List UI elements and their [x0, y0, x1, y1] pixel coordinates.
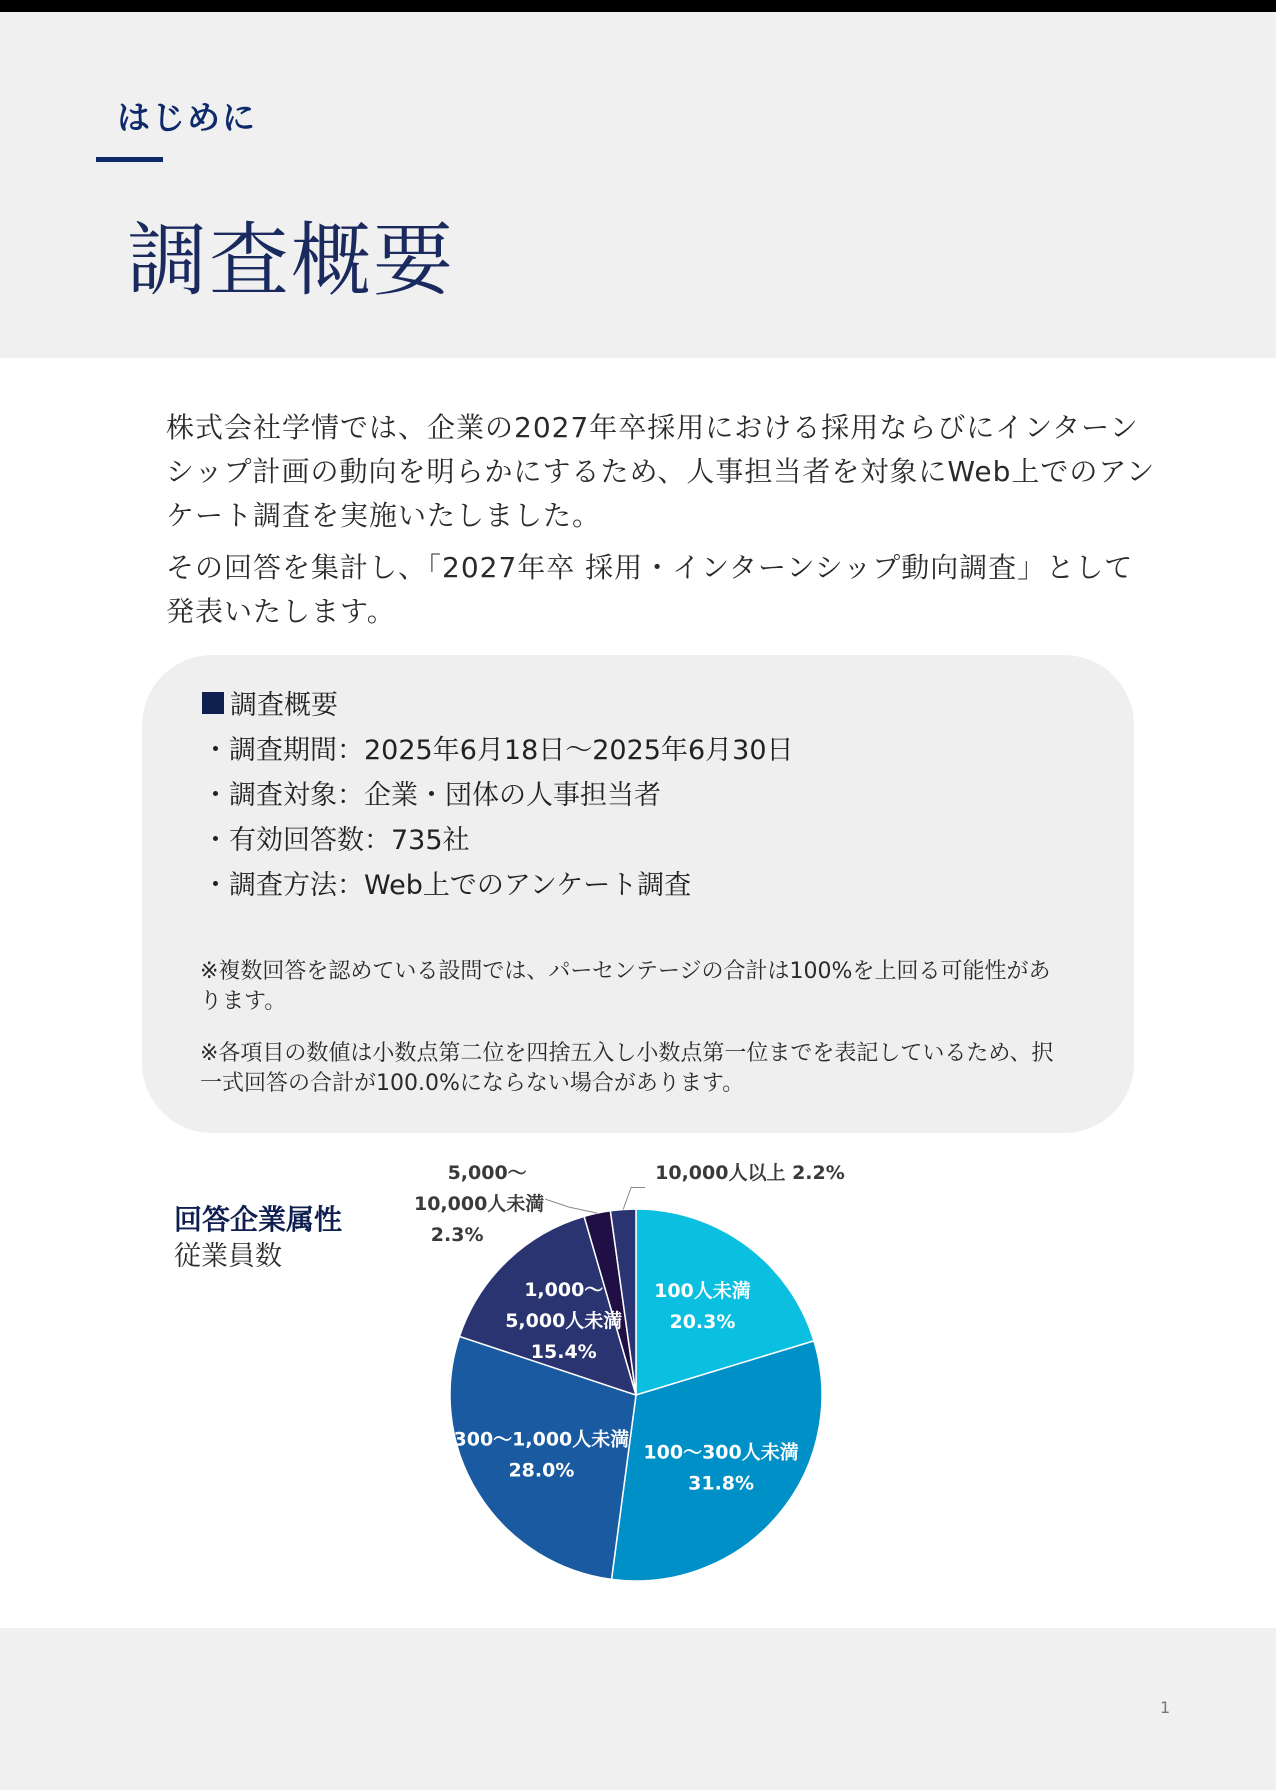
slice-label-0-1: 20.3%: [669, 1310, 736, 1333]
summary-heading-text: 調査概要: [230, 690, 338, 721]
slice-label-2-0: 300～1,000人未満: [453, 1428, 630, 1451]
note-multiple-answers: ※複数回答を認めている設問では、パーセンテージの合計は100%を上回る可能性があります。: [200, 959, 1051, 1014]
summary-item-period: ・調査期間：2025年6月18日～2025年6月30日: [202, 735, 794, 766]
summary-heading: [202, 683, 338, 722]
slice-label-3-0: 1,000～: [524, 1278, 604, 1301]
slice-label-1-1: 31.8%: [688, 1472, 755, 1495]
slice-label-3-1: 5,000人未満: [505, 1309, 623, 1332]
section-rule: [96, 157, 163, 162]
slice-label-5-0: 10,000人以上 2.2%: [655, 1162, 845, 1184]
leader-line-4: [545, 1199, 597, 1213]
summary-item-responses: ・有効回答数：735社: [202, 825, 470, 856]
slice-label-4-0: 5,000～: [447, 1162, 527, 1184]
chart-section-subtitle: 従業員数: [174, 1241, 282, 1272]
note-rounding: ※各項目の数値は小数点第二位を四捨五入し小数点第一位までを表記しているため、択一式回答の合計が100.0%にならない場合があります。: [200, 1041, 1054, 1096]
summary-item-method: ・調査方法：Web上でのアンケート調査: [202, 870, 692, 901]
employee-count-pie-chart: [380, 1150, 900, 1600]
chart-section-title: 回答企業属性: [174, 1203, 343, 1236]
summary-box: [142, 655, 1134, 1133]
page-number: 1: [1160, 1698, 1171, 1717]
slice-label-2-1: 28.0%: [508, 1459, 575, 1482]
intro-paragraph-2: その回答を集計し、「2027年卒 採用・インターンシップ動向調査」として発表いたします。: [166, 551, 1134, 628]
square-bullet-icon: [202, 692, 224, 714]
slice-label-1-0: 100～300人未満: [643, 1441, 799, 1464]
summary-list: [202, 728, 794, 908]
intro-paragraph-1: 株式会社学情では、企業の2027年卒採用における採用ならびにインターンシップ計画の動向を明らかにするため、人事担当者を対象にWeb上でのアンケート調査を実施いたしました。: [166, 411, 1156, 532]
slice-label-3-2: 15.4%: [530, 1340, 597, 1363]
slice-label-0-0: 100人未満: [654, 1279, 751, 1302]
slice-label-4-1: 10,000人未満: [413, 1193, 545, 1215]
summary-item-target: ・調査対象：企業・団体の人事担当者: [202, 780, 661, 811]
footer-band: [0, 1628, 1276, 1790]
leader-line-5: [623, 1187, 645, 1209]
top-bar: [0, 0, 1276, 12]
section-label: はじめに: [117, 98, 257, 137]
slice-label-4-2: 2.3%: [430, 1224, 484, 1246]
intro-text: [166, 406, 1156, 642]
page-title: 調査概要: [127, 214, 455, 307]
